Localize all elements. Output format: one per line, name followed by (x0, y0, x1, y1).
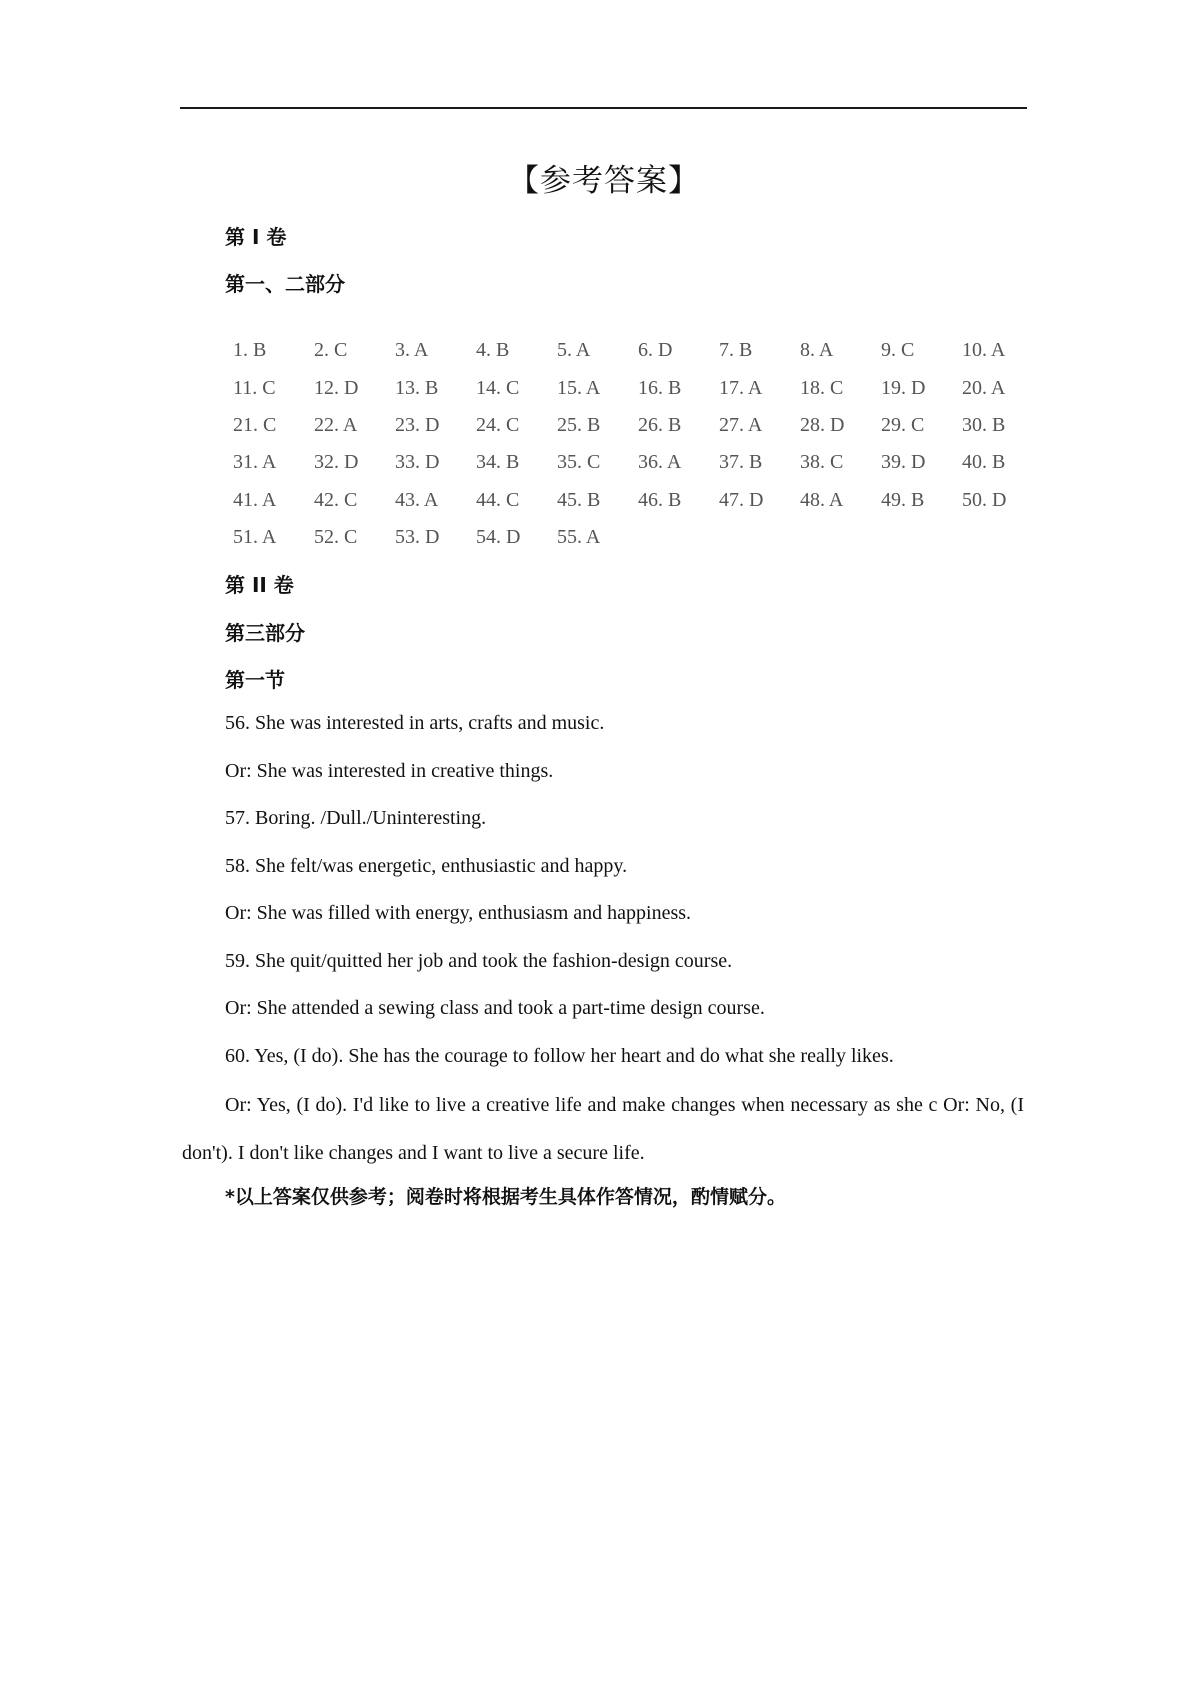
answer-item: 49. B (881, 488, 925, 511)
answer-item: 26. B (638, 413, 682, 436)
answer-item: 36. A (638, 451, 682, 474)
answer-58: 58. She felt/was energetic, enthusiastic and happy. (225, 855, 628, 877)
answer-item: 28. D (800, 413, 845, 436)
answer-item: 20. A (962, 376, 1006, 399)
answer-item: 11. C (233, 376, 276, 399)
answer-item: 16. B (638, 376, 682, 399)
answer-item: 54. D (476, 526, 521, 549)
answer-row (233, 482, 1043, 519)
answer-item: 31. A (233, 451, 277, 474)
answer-item: 4. B (476, 339, 510, 362)
answer-item: 23. D (395, 413, 440, 436)
answer-item: 19. D (881, 376, 926, 399)
answer-item: 15. A (557, 376, 601, 399)
answer-item: 2. C (314, 339, 348, 362)
answer-58-alternative: Or: She was filled with energy, enthusiasm and happiness. (225, 902, 692, 924)
answer-row (233, 369, 1043, 406)
answer-item: 12. D (314, 376, 359, 399)
answer-item: 5. A (557, 339, 591, 362)
answer-item: 55. A (557, 526, 601, 549)
answer-grid (233, 332, 1043, 556)
heading-volume-1: 第 I 卷 (225, 225, 287, 249)
answer-60: 60. Yes, (I do). She has the courage to follow her heart and do what she really likes. (225, 1045, 894, 1067)
answer-item: 44. C (476, 488, 520, 511)
answer-item: 39. D (881, 451, 926, 474)
heading-volume-2: 第 II 卷 (225, 573, 294, 597)
answer-item: 45. B (557, 488, 601, 511)
answer-59: 59. She quit/quitted her job and took the fashion-design course. (225, 950, 733, 972)
answer-item: 52. C (314, 526, 358, 549)
answer-item: 33. D (395, 451, 440, 474)
answer-item: 51. A (233, 526, 277, 549)
answer-item: 29. C (881, 413, 925, 436)
answer-item: 46. B (638, 488, 682, 511)
answer-item: 22. A (314, 413, 358, 436)
top-rule (180, 107, 1027, 109)
answer-item: 43. A (395, 488, 439, 511)
heading-part-3: 第三部分 (225, 621, 305, 645)
answer-item: 24. C (476, 413, 520, 436)
answer-item: 25. B (557, 413, 601, 436)
heading-part-1-2: 第一、二部分 (225, 272, 345, 296)
answer-item: 50. D (962, 488, 1007, 511)
answer-item: 8. A (800, 339, 834, 362)
answer-item: 53. D (395, 526, 440, 549)
answer-item: 47. D (719, 488, 764, 511)
answer-item: 41. A (233, 488, 277, 511)
answer-56-alternative: Or: She was interested in creative things. (225, 760, 554, 782)
answer-item: 1. B (233, 339, 267, 362)
answer-item: 35. C (557, 451, 601, 474)
answer-item: 13. B (395, 376, 439, 399)
heading-section-1: 第一节 (225, 668, 285, 692)
answer-60-alternative: Or: Yes, (I do). I'd like to live a creative life and make changes when necessary as she c Or: No, (I don't). I don't like changes and I want to live a secure life. (182, 1094, 1024, 1164)
answer-item: 10. A (962, 339, 1006, 362)
answer-row (233, 332, 1043, 369)
answer-row (233, 444, 1043, 481)
answer-item: 14. C (476, 376, 520, 399)
answer-item: 30. B (962, 413, 1006, 436)
answer-item: 27. A (719, 413, 763, 436)
answer-row (233, 519, 1043, 556)
answer-item: 17. A (719, 376, 763, 399)
grading-note: *以上答案仅供参考；阅卷时将根据考生具体作答情况，酌情赋分。 (225, 1186, 786, 1208)
answer-item: 21. C (233, 413, 277, 436)
answer-item: 34. B (476, 451, 520, 474)
answer-item: 37. B (719, 451, 763, 474)
answer-row (233, 407, 1043, 444)
answer-item: 48. A (800, 488, 844, 511)
answer-56: 56. She was interested in arts, crafts and music. (225, 712, 605, 734)
answer-item: 42. C (314, 488, 358, 511)
answer-item: 6. D (638, 339, 673, 362)
answer-item: 7. B (719, 339, 753, 362)
answer-item: 18. C (800, 376, 844, 399)
answer-item: 9. C (881, 339, 915, 362)
answer-item: 38. C (800, 451, 844, 474)
page-title: 【参考答案】 (508, 163, 700, 199)
answer-item: 32. D (314, 451, 359, 474)
answer-59-alternative: Or: She attended a sewing class and took a part-time design course. (225, 997, 765, 1019)
answer-57: 57. Boring. /Dull./Uninteresting. (225, 807, 487, 829)
answer-item: 40. B (962, 451, 1006, 474)
answer-item: 3. A (395, 339, 429, 362)
